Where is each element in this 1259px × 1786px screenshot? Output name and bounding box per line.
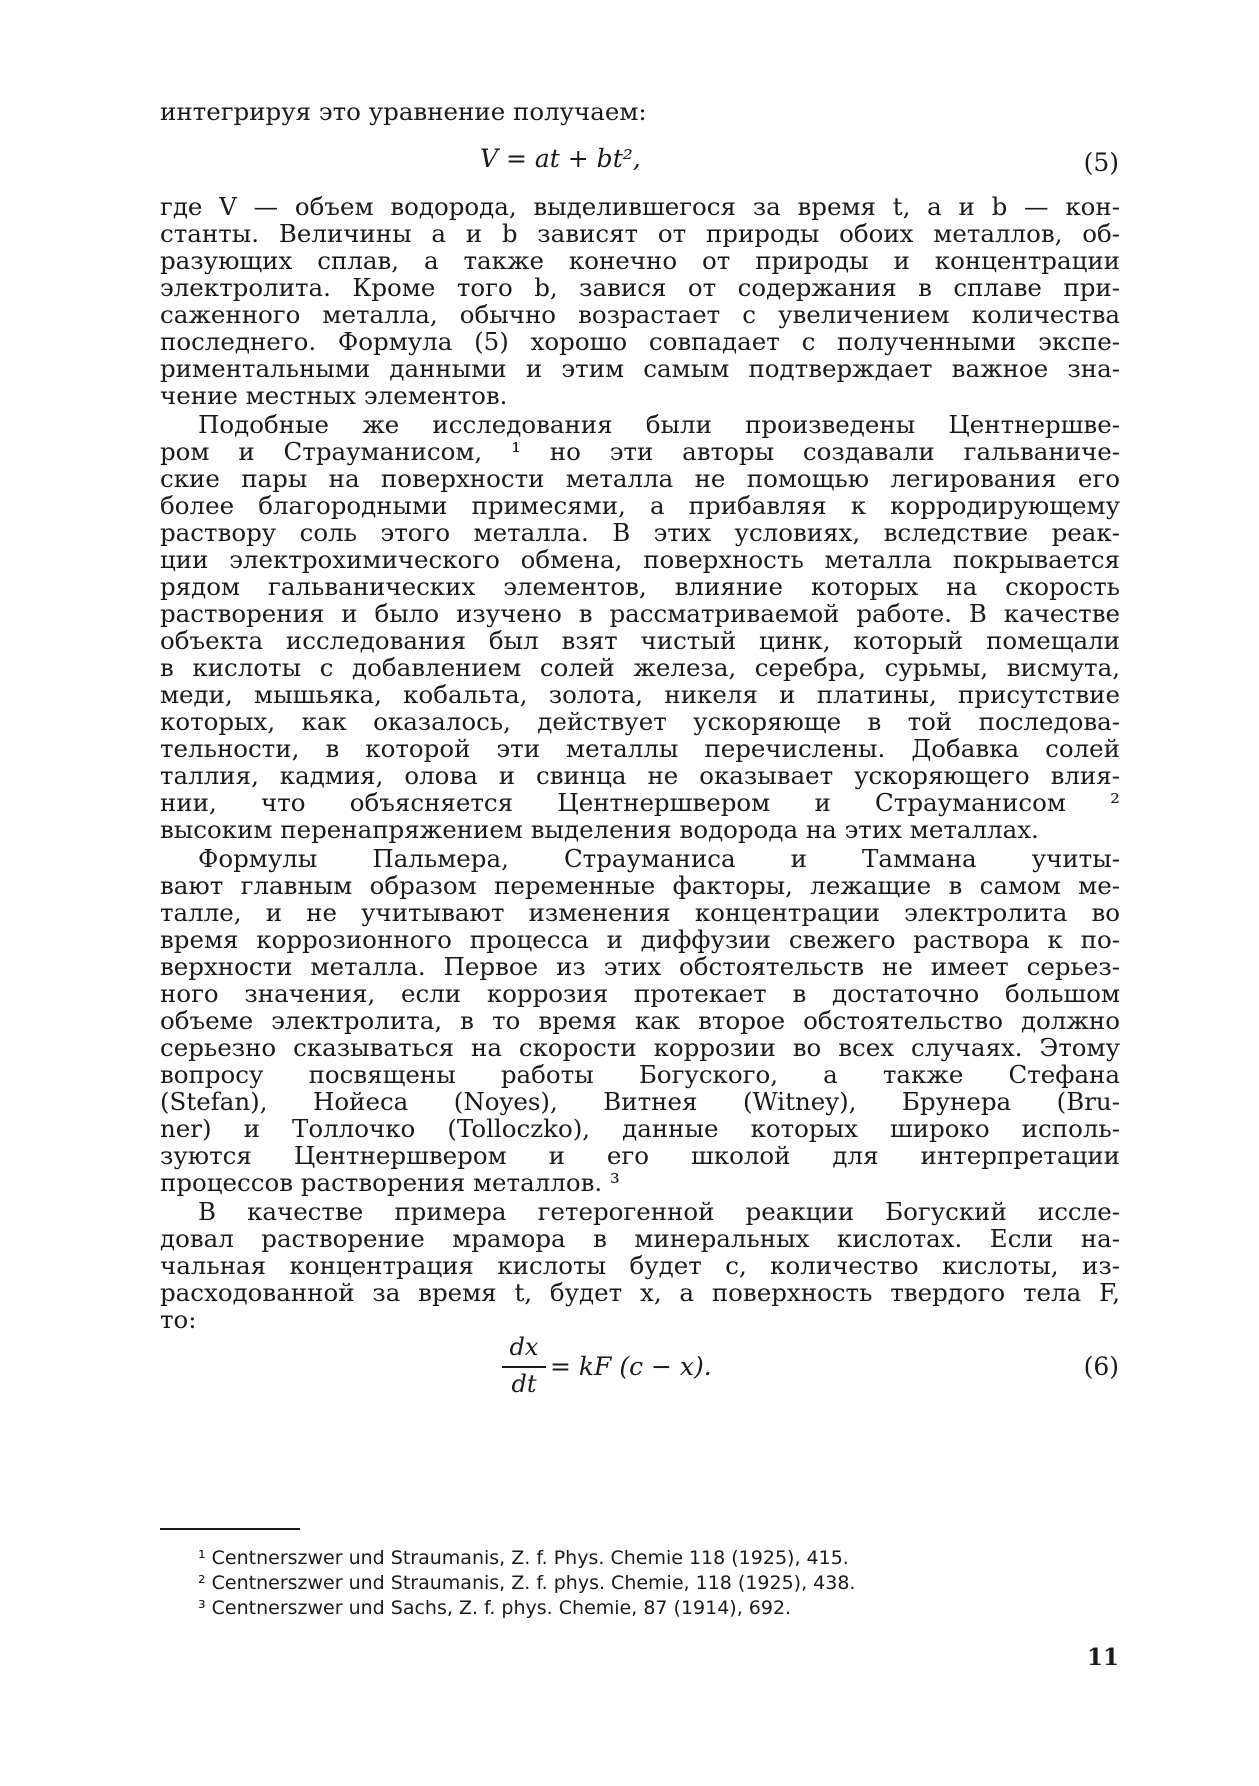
footnote-2: ² Centnerszwer und Straumanis, Z. f. phys. Chemie, 118 (1925), 438.: [198, 1572, 856, 1594]
equation-5: V = at + bt²,: [480, 144, 641, 173]
para1-line: станты. Величины a и b зависят от природы обоих металлов, об-: [160, 219, 1120, 248]
para3-line: ного значения, если коррозия протекает в достаточно большом: [160, 979, 1120, 1008]
para1-line: последнего. Формула (5) хорошо совпадает с полученными экспе-: [160, 327, 1120, 356]
para3-line: вопросу посвящены работы Богуского, а также Стефана: [160, 1060, 1120, 1089]
para4-line: чальная концентрация кислоты будет c, количество кислоты, из-: [160, 1251, 1120, 1280]
para2-line: высоким перенапряжением выделения водорода на этих металлах.: [160, 815, 1039, 844]
para2-line: которых, как оказалось, действует ускоряюще в той последова-: [160, 707, 1120, 736]
para2-line: ские пары на поверхности металла не помощью легирования его: [160, 464, 1120, 493]
para2-line: объекта исследования был взят чистый цинк, который помещали: [160, 626, 1120, 655]
para3-line: время коррозионного процесса и диффузии свежего раствора к по-: [160, 925, 1120, 954]
para4-line: то:: [160, 1305, 197, 1334]
para3-line: серьезно сказываться на скорости коррозии во всех случаях. Этому: [160, 1033, 1120, 1062]
para3-line: объеме электролита, в то время как второе обстоятельство должно: [160, 1006, 1120, 1035]
para4-line: расходованной за время t, будет x, а поверхность твердого тела F,: [160, 1278, 1120, 1307]
footnote-rule: [160, 1528, 300, 1530]
para1-line: электролита. Кроме того b, завися от содержания в сплаве при-: [160, 273, 1120, 302]
para1-line: где V — объем водорода, выделившегося за время t, a и b — кон-: [160, 192, 1120, 221]
para2-line: меди, мышьяка, кобальта, золота, никеля и платины, присутствие: [160, 680, 1120, 709]
para3-line: вают главным образом переменные факторы, лежащие в самом ме-: [160, 871, 1120, 900]
para3-line: процессов растворения металлов. ³: [160, 1168, 620, 1197]
para2-line: рядом гальванических элементов, влияние которых на скорость: [160, 572, 1120, 601]
footnote-1: ¹ Centnerszwer und Straumanis, Z. f. Phys. Chemie 118 (1925), 415.: [198, 1547, 849, 1569]
para1-line: саженного металла, обычно возрастает с увеличением количества: [160, 300, 1120, 329]
para4-line: В качестве примера гетерогенной реакции Богуский иссле-: [198, 1197, 1120, 1226]
intro-line: интегрируя это уравнение получаем:: [160, 97, 647, 126]
para1-line: риментальными данными и этим самым подтверждает важное зна-: [160, 354, 1120, 383]
equation-6-rhs: = kF (c − x).: [550, 1352, 712, 1381]
para3-line: талле, и не учитывают изменения концентрации электролита во: [160, 898, 1120, 927]
equation-6-numerator: dx: [509, 1333, 539, 1361]
equation-6-denominator: dt: [511, 1370, 537, 1398]
para2-line: раствору соль этого металла. В этих условиях, вследствие реак-: [160, 518, 1120, 547]
para2-line: ции электрохимического обмена, поверхность металла покрывается: [160, 545, 1120, 574]
page-number: 11: [1086, 1644, 1119, 1671]
para2-line: нии, что объясняется Центнершвером и Страуманисом ²: [160, 788, 1120, 817]
para3-line: верхности металла. Первое из этих обстоятельств не имеет серьез-: [160, 952, 1120, 981]
para2-line: тельности, в которой эти металлы перечислены. Добавка солей: [160, 734, 1120, 763]
para1-line: разующих сплав, а также конечно от природы и концентрации: [160, 246, 1120, 275]
para2-line: Подобные же исследования были произведены Центнершве-: [198, 410, 1120, 439]
equation-5-number: (5): [1083, 148, 1119, 177]
para2-line: таллия, кадмия, олова и свинца не оказывает ускоряющего влия-: [160, 761, 1120, 790]
para2-line: в кислоты с добавлением солей железа, серебра, сурьмы, висмута,: [160, 653, 1120, 682]
footnote-3: ³ Centnerszwer und Sachs, Z. f. phys. Chemie, 87 (1914), 692.: [198, 1597, 792, 1619]
para2-line: более благородными примесями, а прибавляя к корродирующему: [160, 491, 1120, 520]
para3-line: Формулы Пальмера, Страуманиса и Таммана учиты-: [198, 844, 1120, 873]
para1-line: чение местных элементов.: [160, 381, 508, 410]
para3-line: ner) и Толлочко (Tolloczko), данные которых широко исполь-: [160, 1114, 1120, 1143]
para4-line: довал растворение мрамора в минеральных кислотах. Если на-: [160, 1224, 1120, 1253]
para2-line: растворения и было изучено в рассматриваемой работе. В качестве: [160, 599, 1120, 628]
fraction-bar: [502, 1366, 546, 1368]
para3-line: зуются Центнершвером и его школой для интерпретации: [160, 1141, 1120, 1170]
para3-line: (Stefan), Нойеса (Noyes), Витнея (Witney), Брунера (Bru-: [160, 1087, 1120, 1116]
para2-line: ром и Страуманисом, ¹ но эти авторы создавали гальваниче-: [160, 437, 1120, 466]
equation-6-number: (6): [1083, 1352, 1119, 1381]
